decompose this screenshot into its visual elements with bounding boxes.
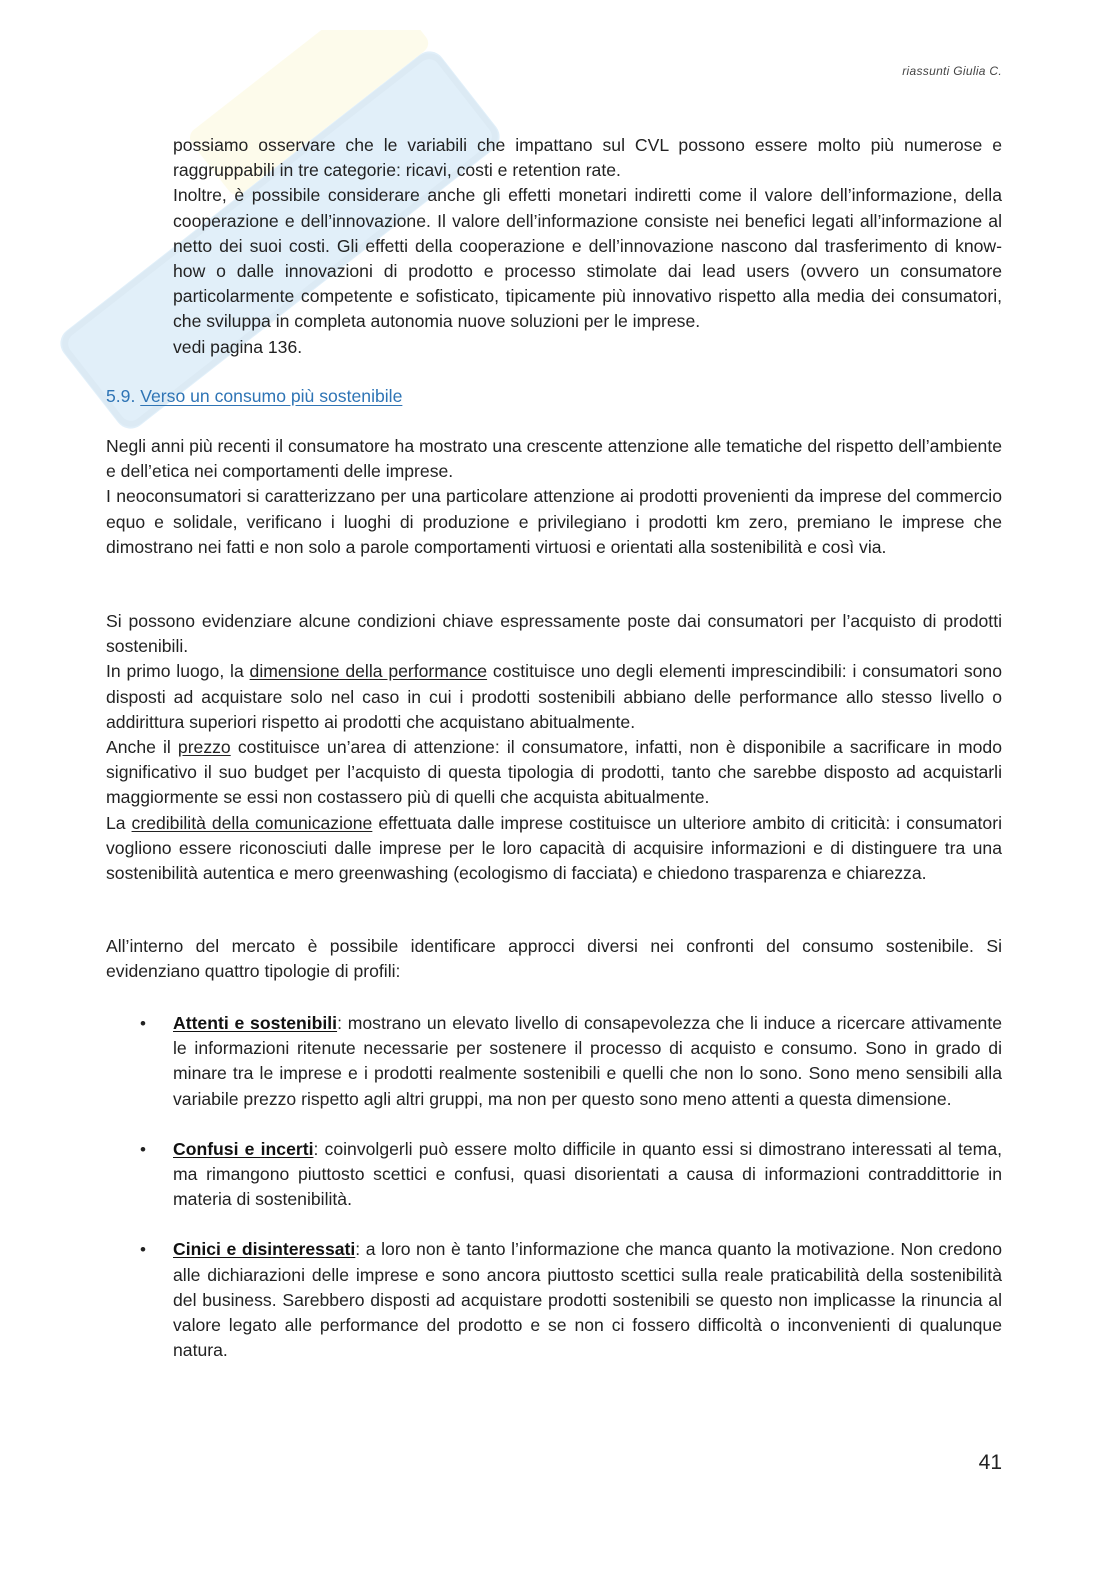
text-run: Anche il [106, 737, 178, 758]
paragraph-price [106, 735, 1002, 811]
text-run: costituisce uno degli elementi imprescindibili: i consumatori sono disposti ad acquistare solo nel caso in cui i prodotti sostenibili abbiano delle performance allo stesso livello o addirittura superiori rispetto ai prodotti che acquistano abitualmente. [106, 661, 1002, 732]
paragraph-block-3 [106, 934, 1002, 984]
intro-continuation: possiamo osservare che le variabili che impattano sul CVL possono essere molto più numerose e raggruppabili in tre categorie: ricavi, costi e retention rate. [173, 135, 1002, 181]
list-item-text: : mostrano un elevato livello di consapevolezza che li induce a ricercare attivamente le informazioni ritenute necessarie per sostenere il processo di acquisto e consumo. Sono in grado di minare tra le imprese e i prodotti realmente sostenibili e quelli che non lo sono. Sono meno sensibili alla variabile prezzo rispetto agli altri gruppi, ma non per questo sono meno attenti a questa dimensione. [173, 1013, 1002, 1109]
intro-paragraph: Inoltre, è possibile considerare anche gli effetti monetari indiretti come il valore dell’informazione, della cooperazione e dell’innovazione. Il valore dell’informazione consiste nei benefici legati all’informazione al netto dei suoi costi. Gli effetti della cooperazione e dell’innovazione nascono dal trasferimento di know-how o dalle innovazioni di prodotto e processo stimolate dai lead users (ovvero un consumatore particolarmente competente e sofisticato, tipicamente più innovativo rispetto alla media dei consumatori, che sviluppa in completa autonomia nuove soluzioni per le imprese. [173, 185, 1002, 332]
paragraph: Negli anni più recenti il consumatore ha mostrato una crescente attenzione alle tematiche del rispetto dell’ambiente e dell’etica nei comportamenti delle imprese. [106, 436, 1002, 482]
paragraph: Si possono evidenziare alcune condizioni chiave espressamente poste dai consumatori per l’acquisto di prodotti sostenibili. [106, 611, 1002, 657]
section-title: Verso un consumo più sostenibile [140, 386, 403, 406]
section-heading [106, 384, 402, 409]
paragraph: All’interno del mercato è possibile identificare approcci diversi nei confronti del consumo sostenibile. Si evidenziano quattro tipologie di profili: [106, 936, 1002, 982]
paragraph-credibility [106, 811, 1002, 887]
bullet-marker: • [140, 1240, 146, 1260]
intro-block [173, 133, 1002, 360]
profile-list [106, 1011, 1002, 1388]
underlined-term: credibilità della comunicazione [131, 812, 373, 833]
bullet-marker: • [140, 1139, 146, 1159]
paragraph-block-2 [106, 609, 1002, 886]
running-header: riassunti Giulia C. [902, 64, 1002, 78]
list-item-term: Cinici e disinteressati [173, 1239, 356, 1260]
text-run: effettuata dalle imprese costituisce un ulteriore ambito di criticità: i consumatori vogliono essere riconosciuti dalle imprese per le loro capacità di acquisire informazioni e di distinguere tra una sostenibilità autentica e mero greenwashing (ecologismo di facciata) e chiedono trasparenza e chiarezza. [106, 812, 1002, 884]
list-item [106, 1011, 1002, 1112]
underlined-term: dimensione della performance [249, 661, 488, 682]
section-number: 5.9. [106, 386, 136, 406]
paragraph: I neoconsumatori si caratterizzano per una particolare attenzione ai prodotti provenienti da imprese del commercio equo e solidale, verificano i luoghi di produzione e privilegiano i prodotti km zero, premiano le imprese che dimostrano nei fatti e non solo a parole comportamenti virtuosi e orientati alla sostenibilità e così via. [106, 486, 1002, 557]
page-reference: vedi pagina 136. [173, 336, 303, 357]
paragraph-performance [106, 659, 1002, 735]
list-item-text: : a loro non è tanto l’informazione che manca quanto la motivazione. Non credono alle dichiarazioni delle imprese e sono ancora piuttosto scettici sulla reale praticabilità della sostenibilità del business. Sarebbero disposti ad acquistare prodotti sostenibili se questo non implicasse la rinuncia al valore legato alle performance del prodotto e se non ci fossero difficoltà o inconvenienti di qualunque natura. [173, 1239, 1002, 1361]
paragraph-block-1 [106, 434, 1002, 560]
underlined-term: prezzo [177, 737, 231, 758]
text-run: costituisce un’area di attenzione: il consumatore, infatti, non è disponibile a sacrificare in modo significativo il suo budget per l’acquisto di questa tipologia di prodotti, tanto che sarebbe disposto ad acquistarli maggiormente se essi non costassero più di quelli che acquista abitualmente. [106, 737, 1002, 808]
text-run: La [106, 812, 132, 833]
bullet-marker: • [140, 1014, 146, 1033]
list-item [106, 1137, 1002, 1213]
list-item-term: Confusi e incerti [173, 1138, 314, 1159]
text-run: In primo luogo, la [106, 661, 250, 682]
list-item-term: Attenti e sostenibili [173, 1013, 338, 1033]
page-number: 41 [978, 1451, 1002, 1474]
list-item [106, 1237, 1002, 1363]
list-item-text: : coinvolgerli può essere molto difficile in quanto essi si dimostrano interessati al tema, ma rimangono piuttosto scettici e confusi, quasi disorientati a causa di informazioni contraddittorie in materia di sostenibilità. [173, 1138, 1002, 1210]
